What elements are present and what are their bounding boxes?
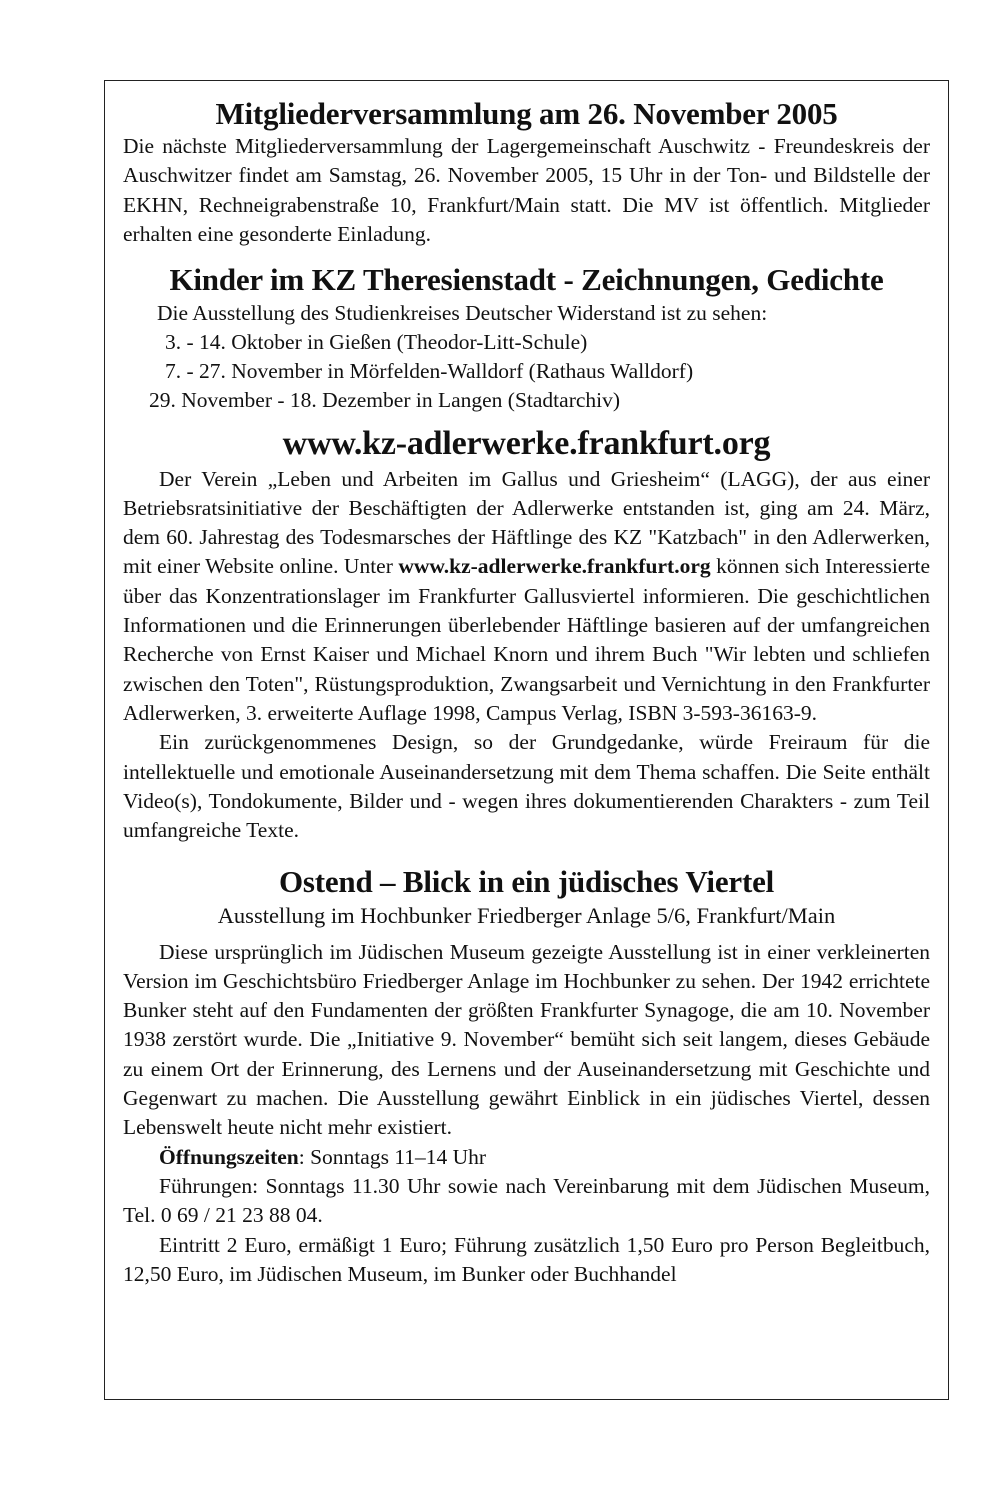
- admission-info: Eintritt 2 Euro, ermäßigt 1 Euro; Führung zusätzlich 1,50 Euro pro Person Begleitbuch, 12,50 Euro, im Jüdischen Museum, im Bunker oder Buchhandel: [123, 1232, 930, 1286]
- adlerwerke-text-after-link: können sich Interessierte über das Konzentrationslager im Frankfurter Gallusviertel informieren. Die geschichtlichen Informationen und die Erinnerungen überlebender Häftlinge basieren auf der umfangreichen Recherche von Ernst Kaiser und Michael Knorn und ihrem Buch "Wir lebten und schliefen zwischen den Toten", Rüstungsproduktion, Zwangsarbeit und Vernichtung in den Frankfurter Adlerwerken, 3. erweiterte Auflage 1998, Campus Verlag, ISBN 3-593-36163-9.: [123, 554, 931, 725]
- exhibition-date-item: 3. - 14. Oktober in Gießen (Theodor-Litt-Schule): [165, 329, 588, 354]
- section-body-adlerwerke-design: Ein zurückgenommenes Design, so der Grundgedanke, würde Freiraum für die intellektuelle und emotionale Auseinandersetzung mit dem Thema schaffen. Die Seite enthält Video(s), Tondokumente, Bilder und - wegen ihres dokumentierenden Charakters - zum Teil umfangreiche Texte.: [123, 730, 930, 843]
- guided-tours-info: Führungen: Sonntags 11.30 Uhr sowie nach Vereinbarung mit dem Jüdischen Museum, Tel. 0 69 / 21 23 88 04.: [123, 1173, 930, 1228]
- exhibition-date-item: 7. - 27. November in Mörfelden-Walldorf (Rathaus Walldorf): [165, 359, 694, 384]
- adlerwerke-text-before-link: Der Verein „Leben und Arbeiten im Gallus und Griesheim“ (LAGG), der aus einer Betriebsratsinitiative der Beschäftigten der Adlerwerke entstanden ist, ging am 24. März, dem 60. Jahrestag des Todesmarsches der Häftlinge des KZ "Katzbach" in den Adlerwerken, mit einer Website online. Unter: [123, 466, 930, 579]
- section-title-theresienstadt: Kinder im KZ Theresienstadt - Zeichnungen, Gedichte: [169, 262, 884, 298]
- section-adlerwerke: [123, 424, 930, 846]
- bordered-notice-box: [104, 80, 949, 1400]
- adlerwerke-website-link[interactable]: www.kz-adlerwerke.frankfurt.org: [398, 554, 711, 579]
- exhibition-intro: Die Ausstellung des Studienkreises Deutscher Widerstand ist zu sehen:: [157, 300, 768, 325]
- section-body-adlerwerke: [123, 465, 930, 729]
- notice-content: [123, 95, 930, 1289]
- section-body-mitgliederversammlung: Die nächste Mitgliederversammlung der Lagergemeinschaft Auschwitz - Freundeskreis der Auschwitzer findet am Samstag, 26. November 2005, 15 Uhr in der Ton- und Bildstelle der EKHN, Rechneigrabenstraße 10, Frankfurt/Main statt. Die MV ist öffentlich. Mitglieder erhalten eine gesonderte Einladung.: [123, 134, 930, 247]
- exhibition-dates-list: [149, 328, 930, 416]
- section-ostend: [123, 863, 930, 1289]
- section-theresienstadt: [123, 261, 930, 415]
- section-title-ostend: Ostend – Blick in ein jüdisches Viertel: [278, 864, 775, 900]
- section-body-ostend: Diese ursprünglich im Jüdischen Museum gezeigte Ausstellung ist in einer verkleinerten Version im Geschichtsbüro Friedberger Anlage im Hochbunker zu sehen. Der 1942 errichtete Bunker steht auf den Fundamenten der größten Frankfurter Synagoge, die am 10. November 1938 zerstört wurde. Die „Initiative 9. November“ bemüht sich seit langem, dieses Gebäude zu einem Ort der Erinnerung, des Lernens und der Auseinandersetzung mit Geschichte und Gegenwart zu machen. Die Ausstellung gewährt Einblick in ein jüdisches Viertel, dessen Lebenswelt heute nicht mehr existiert.: [123, 939, 930, 1140]
- section-title-mitgliederversammlung: Mitgliederversammlung am 26. November 2005: [215, 96, 838, 131]
- section-subtitle-ostend: Ausstellung im Hochbunker Friedberger Anlage 5/6, Frankfurt/Main: [217, 902, 836, 928]
- section-title-adlerwerke-url: www.kz-adlerwerke.frankfurt.org: [282, 424, 771, 462]
- opening-hours-label: Öffnungszeiten: [159, 1144, 299, 1169]
- exhibition-schedule: [123, 299, 930, 416]
- opening-hours-value: : Sonntags 11–14 Uhr: [298, 1144, 487, 1169]
- exhibition-date-item: 29. November - 18. Dezember in Langen (Stadtarchiv): [149, 388, 621, 413]
- section-mitgliederversammlung: [123, 95, 930, 249]
- opening-hours: [123, 1143, 930, 1172]
